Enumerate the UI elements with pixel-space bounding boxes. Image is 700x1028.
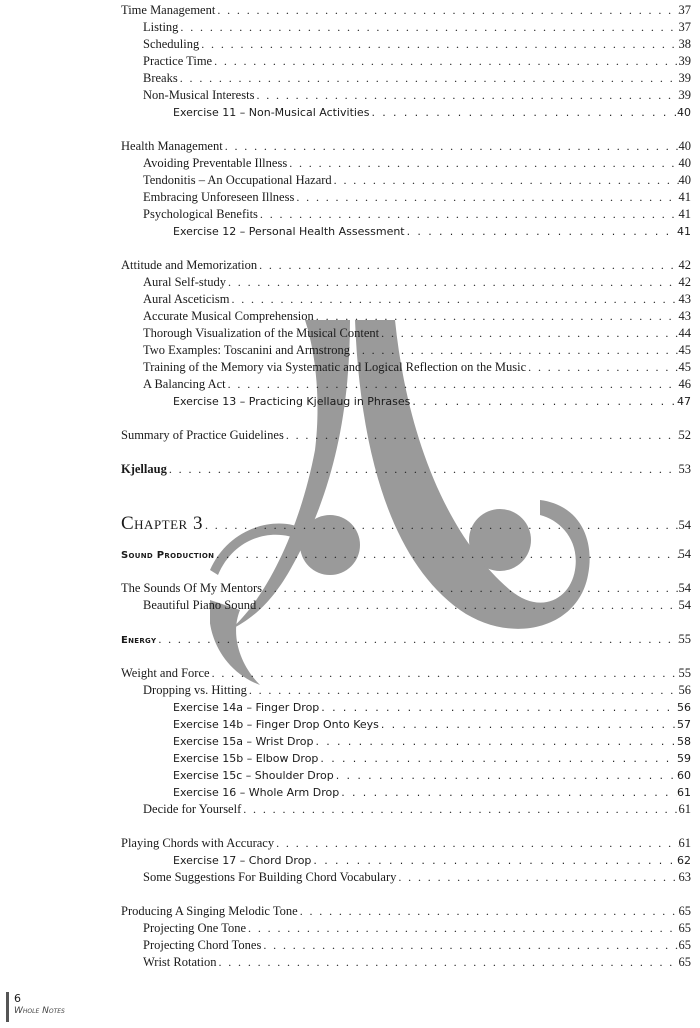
dot-leader bbox=[284, 427, 679, 444]
dot-leader bbox=[318, 750, 677, 767]
toc-entry-page: 46 bbox=[678, 377, 691, 391]
dot-leader bbox=[311, 852, 677, 869]
toc-entry[interactable] bbox=[121, 920, 691, 937]
dot-leader bbox=[339, 784, 677, 801]
toc-entry[interactable] bbox=[121, 835, 691, 852]
toc-entry-page: 45 bbox=[678, 360, 691, 374]
toc-entry-page: 60 bbox=[677, 769, 691, 782]
toc-entry-page: 54 bbox=[678, 598, 691, 612]
toc-entry[interactable] bbox=[121, 427, 691, 444]
toc-entry-title: Embracing Unforeseen Illness bbox=[143, 190, 295, 204]
toc-entry-title: Weight and Force bbox=[121, 666, 210, 680]
toc-entry-page: 39 bbox=[678, 54, 691, 68]
toc-entry[interactable] bbox=[121, 767, 691, 784]
toc-entry[interactable] bbox=[121, 342, 691, 359]
toc-entry[interactable] bbox=[121, 257, 691, 274]
toc-entry[interactable] bbox=[121, 19, 691, 36]
toc-entry-title: Exercise 13 – Practicing Kjellaug in Phrases bbox=[173, 395, 411, 408]
toc-entry[interactable] bbox=[121, 750, 691, 767]
toc-entry-page: 56 bbox=[677, 701, 691, 714]
dot-leader bbox=[319, 699, 677, 716]
toc-entry-title: Decide for Yourself bbox=[143, 802, 242, 816]
dot-leader bbox=[214, 546, 678, 563]
toc-entry-page: 65 bbox=[678, 938, 691, 952]
toc-entry-title: Wrist Rotation bbox=[143, 955, 217, 969]
toc-entry-title: Practice Time bbox=[143, 54, 213, 68]
dot-leader bbox=[203, 517, 679, 534]
toc-entry-title: Energy bbox=[121, 635, 157, 646]
running-book-title: Whole Notes bbox=[14, 1006, 65, 1016]
toc-entry-title: The Sounds Of My Mentors bbox=[121, 581, 262, 595]
dot-leader bbox=[178, 19, 678, 36]
dot-leader bbox=[298, 903, 679, 920]
dot-leader bbox=[405, 223, 677, 240]
toc-entry-page: 42 bbox=[678, 275, 691, 289]
toc-entry-title: Exercise 15a – Wrist Drop bbox=[173, 735, 314, 748]
toc-entry-title: Sound Production bbox=[121, 550, 215, 561]
toc-entry-title: Health Management bbox=[121, 139, 223, 153]
dot-leader bbox=[294, 189, 678, 206]
dot-leader bbox=[261, 937, 678, 954]
toc-entry-page: 37 bbox=[678, 20, 691, 34]
toc-entry[interactable] bbox=[121, 325, 691, 342]
dot-leader bbox=[257, 257, 678, 274]
toc-entry-title: Projecting Chord Tones bbox=[143, 938, 262, 952]
dot-leader bbox=[246, 920, 678, 937]
dot-leader bbox=[334, 767, 677, 784]
toc-entry-page: 44 bbox=[678, 326, 691, 340]
toc-entry-page: 62 bbox=[677, 854, 691, 867]
toc-entry-title: Tendonitis – An Occupational Hazard bbox=[143, 173, 332, 187]
toc-entry-title: Scheduling bbox=[143, 37, 200, 51]
toc-entry-title: Thorough Visualization of the Musical Content bbox=[143, 326, 380, 340]
toc-entry-page: 55 bbox=[678, 632, 691, 646]
toc-entry-title: Exercise 15b – Elbow Drop bbox=[173, 752, 319, 765]
toc-entry-page: 39 bbox=[678, 71, 691, 85]
dot-leader bbox=[350, 342, 678, 359]
toc-entry-page: 40 bbox=[677, 106, 691, 119]
toc-entry[interactable] bbox=[121, 274, 691, 291]
toc-entry[interactable] bbox=[121, 308, 691, 325]
toc-entry-title: Psychological Benefits bbox=[143, 207, 258, 221]
toc-entry-page: 53 bbox=[678, 462, 691, 476]
toc-entry-page: 61 bbox=[677, 786, 691, 799]
toc-entry-title: Exercise 14b – Finger Drop Onto Keys bbox=[173, 718, 379, 731]
toc-entry-title: Breaks bbox=[143, 71, 178, 85]
toc-entry-title: Non-Musical Interests bbox=[143, 88, 255, 102]
toc-entry-title: Time Management bbox=[121, 3, 216, 17]
dot-leader bbox=[256, 597, 678, 614]
dot-leader bbox=[167, 461, 679, 478]
toc-entry[interactable] bbox=[121, 155, 691, 172]
toc-entry-page: 55 bbox=[678, 666, 691, 680]
toc-entry-page: 38 bbox=[678, 37, 691, 51]
toc-entry[interactable] bbox=[121, 104, 691, 121]
toc-entry-page: 43 bbox=[678, 309, 691, 323]
toc-entry[interactable] bbox=[121, 2, 691, 19]
toc-entry-page: 42 bbox=[678, 258, 691, 272]
toc-entry-title: Playing Chords with Accuracy bbox=[121, 836, 275, 850]
toc-entry-title: Beautiful Piano Sound bbox=[143, 598, 257, 612]
toc-entry[interactable] bbox=[121, 937, 691, 954]
toc-entry-page: 41 bbox=[677, 225, 691, 238]
toc-entry[interactable] bbox=[121, 699, 691, 716]
dot-leader bbox=[410, 393, 677, 410]
dot-leader bbox=[199, 36, 678, 53]
toc-entry-title: Exercise 16 – Whole Arm Drop bbox=[173, 786, 340, 799]
toc-entry-title: Exercise 15c – Shoulder Drop bbox=[173, 769, 334, 782]
toc-entry[interactable] bbox=[121, 665, 691, 682]
page-number: 6 bbox=[14, 992, 21, 1005]
toc-entry[interactable] bbox=[121, 376, 691, 393]
toc-entry[interactable] bbox=[121, 852, 691, 869]
dot-leader bbox=[212, 53, 678, 70]
dot-leader bbox=[332, 172, 679, 189]
toc-entry-title: Exercise 11 – Non-Musical Activities bbox=[173, 106, 370, 119]
toc-entry-page: 41 bbox=[678, 207, 691, 221]
dot-leader bbox=[313, 733, 677, 750]
toc-entry[interactable] bbox=[121, 461, 691, 478]
toc-entry-page: 63 bbox=[678, 870, 691, 884]
toc-entry[interactable] bbox=[121, 138, 691, 155]
toc-entry-page: 39 bbox=[678, 88, 691, 102]
toc-entry[interactable] bbox=[121, 733, 691, 750]
toc-entry-title: Exercise 14a – Finger Drop bbox=[173, 701, 320, 714]
toc-entry[interactable] bbox=[121, 189, 691, 206]
dot-leader bbox=[258, 206, 679, 223]
toc-entry-page: 58 bbox=[677, 735, 691, 748]
dot-leader bbox=[247, 682, 679, 699]
toc-entry-page: 40 bbox=[678, 139, 691, 153]
dot-leader bbox=[274, 835, 678, 852]
dot-leader bbox=[226, 376, 679, 393]
dot-leader bbox=[262, 580, 679, 597]
dot-leader bbox=[314, 308, 679, 325]
toc-entry-page: 54 bbox=[678, 518, 691, 532]
toc-entry-page: 65 bbox=[678, 904, 691, 918]
dot-leader bbox=[156, 631, 678, 648]
toc-entry-title: A Balancing Act bbox=[143, 377, 226, 391]
toc-entry-page: 61 bbox=[678, 802, 691, 816]
dot-leader bbox=[241, 801, 678, 818]
toc-entry-page: 54 bbox=[678, 581, 691, 595]
toc-entry[interactable] bbox=[121, 359, 691, 376]
toc-entry[interactable] bbox=[121, 36, 691, 53]
toc-entry-title: Accurate Musical Comprehension bbox=[143, 309, 314, 323]
dot-leader bbox=[216, 954, 678, 971]
toc-entry-title: Attitude and Memorization bbox=[121, 258, 258, 272]
toc-entry-title: Aural Self-study bbox=[143, 275, 226, 289]
dot-leader bbox=[215, 2, 678, 19]
toc-entry[interactable] bbox=[121, 87, 691, 104]
toc-entry-title: Avoiding Preventable Illness bbox=[143, 156, 288, 170]
toc-entry[interactable] bbox=[121, 206, 691, 223]
toc-entry[interactable] bbox=[121, 515, 691, 539]
toc-entry-page: 56 bbox=[678, 683, 691, 697]
dot-leader bbox=[379, 716, 677, 733]
toc-entry-title: Some Suggestions For Building Chord Vocabulary bbox=[143, 870, 397, 884]
toc-entry-page: 43 bbox=[678, 292, 691, 306]
toc-entry-title: Two Examples: Toscanini and Armstrong bbox=[143, 343, 351, 357]
toc-entry-page: 40 bbox=[678, 173, 691, 187]
toc-entry-page: 59 bbox=[677, 752, 691, 765]
toc-entry-page: 41 bbox=[678, 190, 691, 204]
page-footer bbox=[6, 992, 65, 1022]
toc-entry-page: 40 bbox=[678, 156, 691, 170]
toc-entry[interactable] bbox=[121, 546, 691, 563]
dot-leader bbox=[229, 291, 678, 308]
toc-entry-page: 54 bbox=[678, 547, 691, 561]
dot-leader bbox=[223, 138, 679, 155]
toc-entry-title: Listing bbox=[143, 20, 179, 34]
toc-entry-page: 65 bbox=[678, 921, 691, 935]
toc-entry-page: 45 bbox=[678, 343, 691, 357]
dot-leader bbox=[369, 104, 677, 121]
toc-entry[interactable] bbox=[121, 597, 691, 614]
toc-entry[interactable] bbox=[121, 53, 691, 70]
toc-entry-page: 65 bbox=[678, 955, 691, 969]
toc-entry-page: 47 bbox=[677, 395, 691, 408]
toc-entry[interactable] bbox=[121, 172, 691, 189]
dot-leader bbox=[396, 869, 678, 886]
dot-leader bbox=[287, 155, 678, 172]
toc-entry[interactable] bbox=[121, 903, 691, 920]
toc-entry-page: 37 bbox=[678, 3, 691, 17]
dot-leader bbox=[226, 274, 679, 291]
toc-entry[interactable] bbox=[121, 393, 691, 410]
toc-entry[interactable] bbox=[121, 954, 691, 971]
dot-leader bbox=[379, 325, 678, 342]
toc-entry[interactable] bbox=[121, 784, 691, 801]
toc-entry[interactable] bbox=[121, 682, 691, 699]
toc-entry[interactable] bbox=[121, 716, 691, 733]
toc-entry-title: Kjellaug bbox=[121, 462, 167, 476]
toc-entry[interactable] bbox=[121, 801, 691, 818]
dot-leader bbox=[178, 70, 679, 87]
toc-entry-title: Projecting One Tone bbox=[143, 921, 247, 935]
toc-entry-title: Dropping vs. Hitting bbox=[143, 683, 247, 697]
toc-entry[interactable] bbox=[121, 291, 691, 308]
toc-entry-title: Exercise 17 – Chord Drop bbox=[173, 854, 312, 867]
toc-entry[interactable] bbox=[121, 580, 691, 597]
toc-entry-page: 61 bbox=[678, 836, 691, 850]
toc-entry-title: Aural Asceticism bbox=[143, 292, 230, 306]
toc-entry[interactable] bbox=[121, 223, 691, 240]
toc-entry[interactable] bbox=[121, 869, 691, 886]
dot-leader bbox=[254, 87, 678, 104]
toc-entry-title: Training of the Memory via Systematic and Logical Reflection on the Music bbox=[143, 360, 527, 374]
dot-leader bbox=[210, 665, 679, 682]
toc-entry-page: 57 bbox=[677, 718, 691, 731]
dot-leader bbox=[526, 359, 678, 376]
toc-entry-title: Exercise 12 – Personal Health Assessment bbox=[173, 225, 405, 238]
toc-entry[interactable] bbox=[121, 70, 691, 87]
toc-entry-title: Chapter 3 bbox=[121, 515, 203, 534]
toc-entry-title: Producing A Singing Melodic Tone bbox=[121, 904, 298, 918]
toc-entry-title: Summary of Practice Guidelines bbox=[121, 428, 284, 442]
toc-entry-page: 52 bbox=[678, 428, 691, 442]
toc-entry[interactable] bbox=[121, 631, 691, 648]
